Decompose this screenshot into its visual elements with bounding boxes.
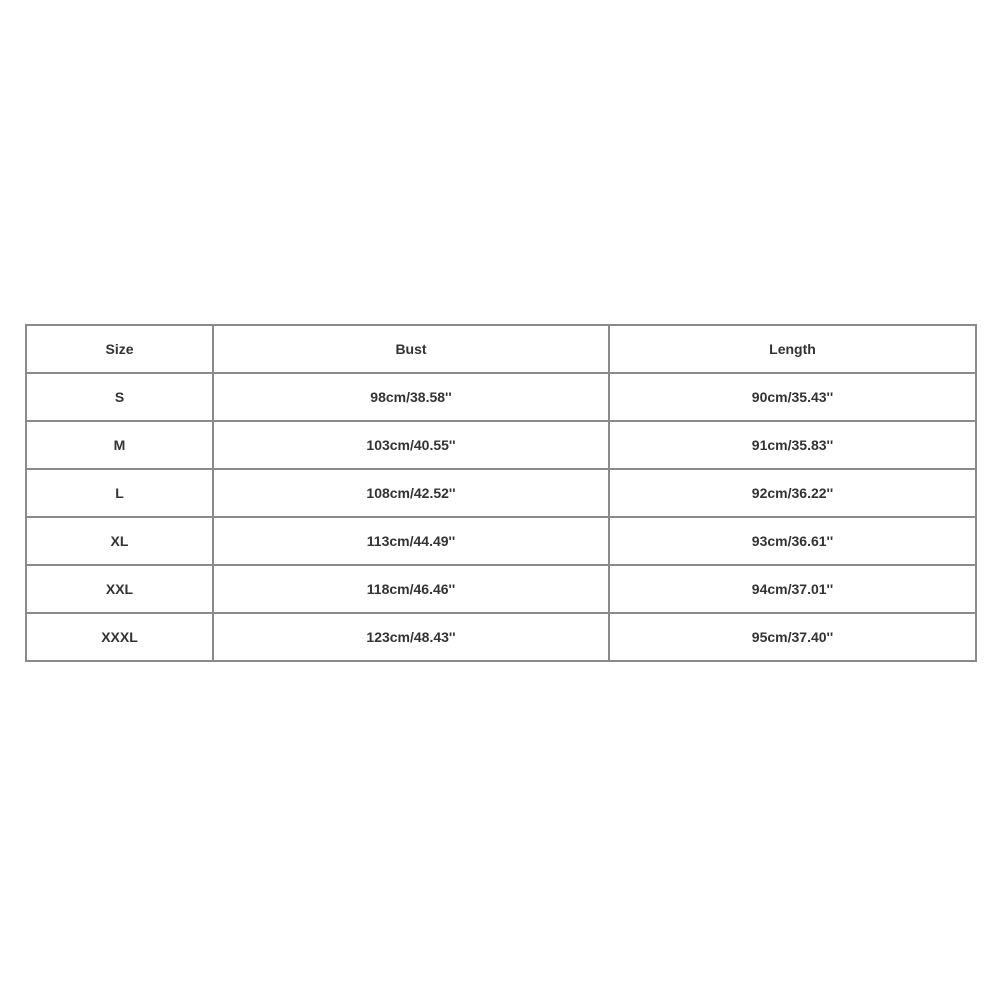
bust-cell: 103cm/40.55'' xyxy=(213,421,609,469)
length-cell: 92cm/36.22'' xyxy=(609,469,976,517)
bust-cell: 113cm/44.49'' xyxy=(213,517,609,565)
table-row xyxy=(26,565,976,613)
bust-cell: 108cm/42.52'' xyxy=(213,469,609,517)
length-cell: 93cm/36.61'' xyxy=(609,517,976,565)
table-row xyxy=(26,421,976,469)
size-cell: XL xyxy=(26,517,213,565)
length-cell: 94cm/37.01'' xyxy=(609,565,976,613)
size-chart-table xyxy=(25,324,977,662)
header-length: Length xyxy=(609,325,976,373)
bust-cell: 98cm/38.58'' xyxy=(213,373,609,421)
length-cell: 90cm/35.43'' xyxy=(609,373,976,421)
size-cell: XXL xyxy=(26,565,213,613)
bust-cell: 123cm/48.43'' xyxy=(213,613,609,661)
bust-cell: 118cm/46.46'' xyxy=(213,565,609,613)
length-cell: 95cm/37.40'' xyxy=(609,613,976,661)
size-cell: S xyxy=(26,373,213,421)
table-row xyxy=(26,469,976,517)
length-cell: 91cm/35.83'' xyxy=(609,421,976,469)
header-bust: Bust xyxy=(213,325,609,373)
table-row xyxy=(26,373,976,421)
size-cell: XXXL xyxy=(26,613,213,661)
header-size: Size xyxy=(26,325,213,373)
table-row xyxy=(26,613,976,661)
size-cell: L xyxy=(26,469,213,517)
table-row xyxy=(26,517,976,565)
table-header-row xyxy=(26,325,976,373)
size-cell: M xyxy=(26,421,213,469)
